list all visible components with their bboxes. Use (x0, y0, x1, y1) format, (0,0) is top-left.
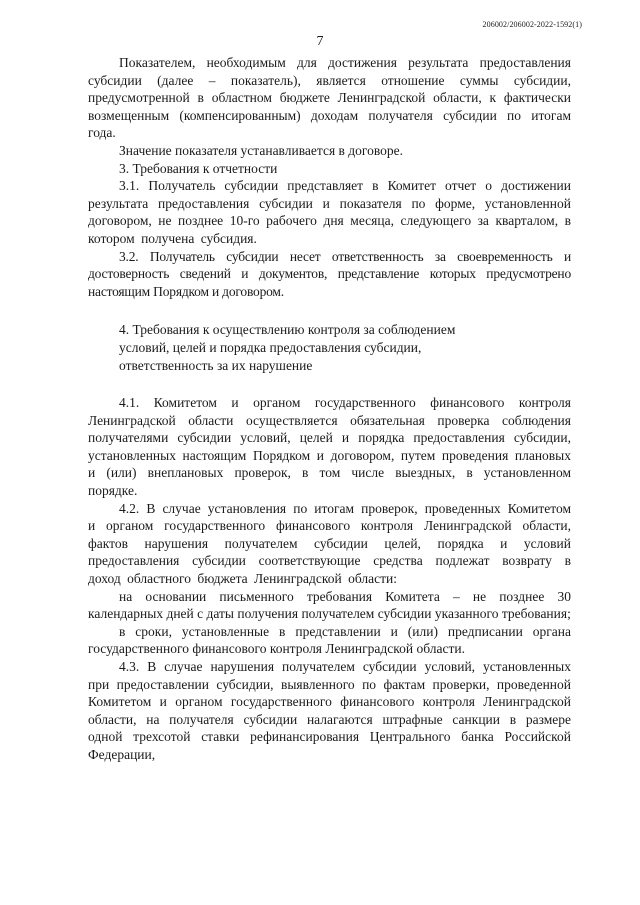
section-4-heading-line-3: ответственность за их нарушение (119, 357, 313, 373)
document-code: 206002/206002-2022-1592(1) (482, 20, 582, 29)
section-3-heading: 3. Требования к отчетности (119, 160, 278, 176)
paragraph-3-2: 3.2. Получатель субсидии несет ответственность за своевременность и достоверность сведений и документов, представление которых предусмотрено настоящим Порядком и договором. (88, 248, 571, 299)
document-body (88, 54, 571, 764)
paragraph-indicator: Показателем, необходимым для достижения результата предоставления субсидии (далее – показатель), является отношение суммы субсидии, предусмотренной в областном бюджете Ленинградской области, к фактически возмещенным (компенсированным) доходам получателя субсидии по итогам года. (88, 55, 571, 141)
section-4-heading (88, 321, 571, 374)
paragraph-indicator-value: Значение показателя устанавливается в договоре. (119, 142, 404, 158)
paragraph-4-3: 4.3. В случае нарушения получателем субсидии условий, установленных при предоставлении субсидии, выявленного по фактам проверки, проведенной Комитетом и органом государственного финансового контроля Ленинградской области, на получателя субсидии налагаются штрафные санкции в размере одной трехсотой ставки рефинансирования Центрального банка Российской Федерации, (88, 659, 571, 762)
paragraph-4-2-b: в сроки, установленные в представлении и (или) предписании органа государственного финансового контроля Ленинградской области. (88, 623, 571, 657)
paragraph-3-1: 3.1. Получатель субсидии представляет в Комитет отчет о достижении результата предоставления субсидии и показателя по форме, установленной договором, не позднее 10-го рабочего дня месяца, следующего за кварталом, в котором получена субсидия. (88, 178, 571, 246)
section-4-heading-line-1: 4. Требования к осуществлению контроля за соблюдением (119, 322, 456, 338)
paragraph-4-2-a: на основании письменного требования Комитета – не позднее 30 календарных дней с даты получения получателем субсидии указанного требования; (88, 588, 571, 622)
section-4-heading-line-2: условий, целей и порядка предоставления субсидии, (119, 339, 422, 355)
paragraph-4-2: 4.2. В случае установления по итогам проверок, проведенных Комитетом и органом государственного финансового контроля Ленинградской области, фактов нарушения получателем субсидии целей, порядка и условий предоставления субсидии соответствующие средства подлежат возврату в доход областного бюджета Ленинградской области: (88, 500, 571, 587)
paragraph-4-1: 4.1. Комитетом и органом государственного финансового контроля Ленинградской области осуществляется обязательная проверка соблюдения получателями субсидии условий, целей и порядка предоставления субсидии, установленных настоящим Порядком и договором, путем проведения плановых и (или) внеплановых проверок, в том числе выездных, в установленном порядке. (88, 395, 571, 499)
page-number: 7 (316, 34, 324, 49)
